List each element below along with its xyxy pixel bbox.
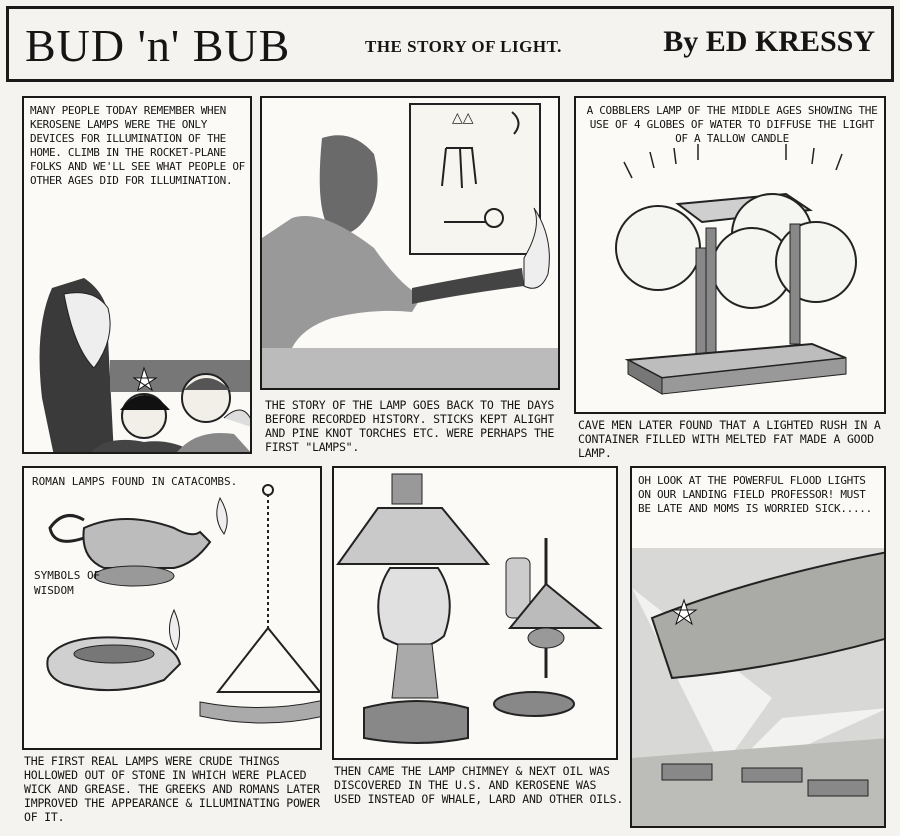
panel-4-top-caption: ROMAN LAMPS FOUND IN CATACOMBS. bbox=[32, 475, 238, 488]
panel-5-caption: THEN CAME THE LAMP CHIMNEY & NEXT OIL WAS DISCOVERED IN THE U.S. AND KEROSENE WAS USED INSTEAD OF WHALE, LARD AND OTHER OILS. bbox=[334, 764, 624, 806]
panel-4-symbols-label: SYMBOLS OF WISDOM bbox=[34, 569, 101, 597]
panel-5 bbox=[332, 466, 618, 760]
panel-6 bbox=[630, 466, 886, 828]
panel-4 bbox=[22, 466, 322, 750]
panel-4-caption: THE FIRST REAL LAMPS WERE CRUDE THINGS HOLLOWED OUT OF STONE IN WHICH WERE PLACED WICK AND GREASE. THE GREEKS AND ROMANS LATER IMPROVED THE APPEARANCE & ILLUMINATING POWER OF IT. bbox=[24, 754, 320, 824]
panel-1-speech-bubble: MANY PEOPLE TODAY REMEMBER WHEN KEROSENE LAMPS WERE THE ONLY DEVICES FOR ILLUMINATION OF THE HOME. CLIMB IN THE ROCKET-PLANE FOLKS AND WE'LL SEE WHAT PEOPLE OF OTHER AGES DID FOR ILLUMINATION. bbox=[30, 104, 245, 187]
strip-subtitle: THE STORY OF LIGHT. bbox=[365, 37, 562, 56]
panel-5-art bbox=[334, 468, 618, 760]
panel-6-speech-bubble: OH LOOK AT THE POWERFUL FLOOD LIGHTS ON OUR LANDING FIELD PROFESSOR! MUST BE LATE AND MOMS IS WORRIED SICK..... bbox=[638, 474, 872, 515]
panel-1 bbox=[22, 96, 252, 454]
panel-2-caption-text: THE STORY OF THE LAMP GOES BACK TO THE DAYS BEFORE RECORDED HISTORY. STICKS KEPT ALIGHT AND PINE KNOT TORCHES ETC. WERE PERHAPS THE FIRST "LAMPS". bbox=[265, 398, 555, 454]
panel-3-top-caption: A COBBLERS LAMP OF THE MIDDLE AGES SHOWING THE USE OF 4 GLOBES OF WATER TO DIFFUSE THE LIGHT OF A TALLOW CANDLE bbox=[586, 104, 878, 145]
panel-2-art bbox=[262, 98, 560, 390]
title-banner bbox=[6, 6, 894, 82]
svg-text:△△: △△ bbox=[452, 110, 474, 126]
panel-4-art bbox=[24, 468, 322, 750]
panel-2 bbox=[260, 96, 560, 390]
strip-title: BUD 'n' BUB bbox=[25, 20, 291, 71]
panel-3 bbox=[574, 96, 886, 414]
panel-3-caption: CAVE MEN LATER FOUND THAT A LIGHTED RUSH IN A CONTAINER FILLED WITH MELTED FAT MADE A GOOD LAMP. bbox=[578, 418, 881, 460]
panel-6-art bbox=[632, 468, 886, 828]
strip-byline: By ED KRESSY bbox=[663, 25, 875, 58]
